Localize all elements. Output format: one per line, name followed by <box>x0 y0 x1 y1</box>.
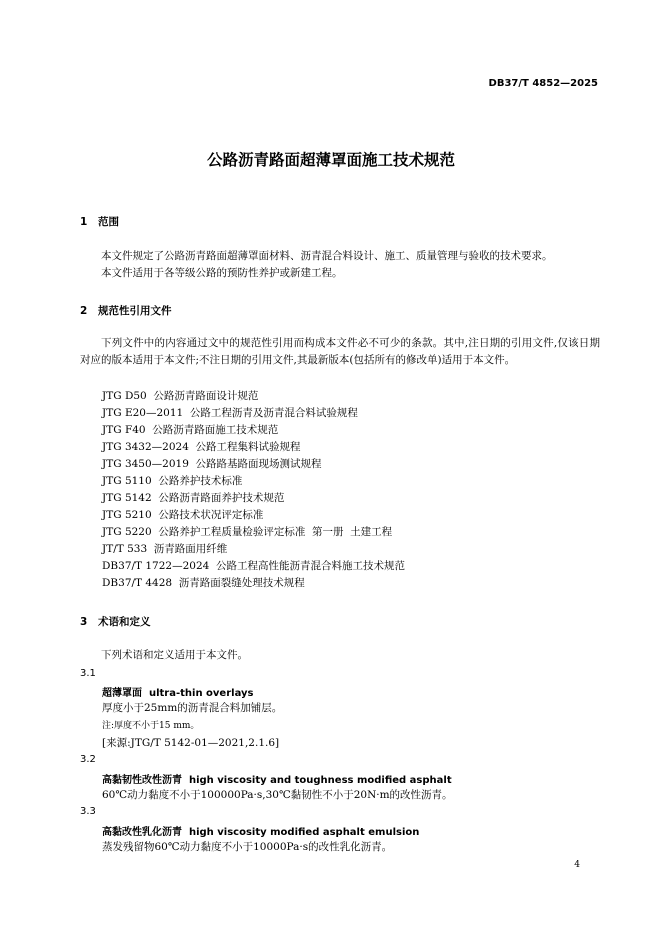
reference-item: DB37/T 1722—2024 公路工程高性能沥青混合料施工技术规范 <box>102 560 405 572</box>
section-title: 规范性引用文件 <box>98 305 172 317</box>
term-title: 超薄罩面 ultra-thin overlays <box>102 688 254 699</box>
reference-item: JTG F40 公路沥青路面施工技术规范 <box>102 424 279 436</box>
reference-item: JTG D50 公路沥青路面设计规范 <box>102 390 259 402</box>
scope-paragraph: 本文件适用于各等级公路的预防性养护或新建工程。 <box>101 267 343 279</box>
term-title: 高黏韧性改性沥青 high viscosity and toughness modified asphalt <box>102 775 452 786</box>
term-note: 注:厚度不小于15 mm。 <box>102 721 200 731</box>
reference-item: JTG 5220 公路养护工程质量检验评定标准 第一册 土建工程 <box>102 526 393 538</box>
term-source: [来源:JTG/T 5142-01—2021,2.1.6] <box>102 737 280 749</box>
references-intro-paragraph: 下列文件中的内容通过文中的规范性引用而构成本文件必不可少的条款。其中,注日期的引用文件,仅该日期对应的版本适用于本文件;不注日期的引用文件,其最新版本(包括所有的修改单)适用于本文件。 <box>80 337 600 366</box>
section-number: 2 <box>80 305 88 317</box>
term-number: 3.3 <box>80 806 96 817</box>
section-number: 3 <box>80 616 88 628</box>
reference-item: JT/T 533 沥青路面用纤维 <box>102 543 228 555</box>
reference-item: JTG E20—2011 公路工程沥青及沥青混合料试验规程 <box>102 407 358 419</box>
reference-item: DB37/T 4428 沥青路面裂缝处理技术规程 <box>102 577 305 589</box>
section-title: 术语和定义 <box>98 616 151 628</box>
terms-intro-paragraph: 下列术语和定义适用于本文件。 <box>101 649 248 661</box>
scope-paragraph: 本文件规定了公路沥青路面超薄罩面材料、沥青混合料设计、施工、质量管理与验收的技术要求。 <box>101 250 553 262</box>
term-number: 3.2 <box>80 754 96 765</box>
page-number: 4 <box>574 860 580 870</box>
section-heading-terms-definitions <box>80 614 151 629</box>
reference-item: JTG 3450—2019 公路路基路面现场测试规程 <box>102 458 322 470</box>
reference-item: JTG 5110 公路养护技术标准 <box>102 475 243 487</box>
section-heading-scope <box>80 214 119 229</box>
term-title: 高黏改性乳化沥青 high viscosity modified asphalt emulsion <box>102 827 420 838</box>
page-title: 公路沥青路面超薄罩面施工技术规范 <box>206 151 455 169</box>
section-title: 范围 <box>98 216 119 228</box>
term-definition: 蒸发残留物60℃动力黏度不小于10000Pa·s的改性乳化沥青。 <box>102 841 393 853</box>
section-heading-normative-references <box>80 303 172 318</box>
document-code: DB37/T 4852—2025 <box>488 78 598 89</box>
section-number: 1 <box>80 216 88 228</box>
term-definition: 60℃动力黏度不小于100000Pa·s,30℃黏韧性不小于20N·m的改性沥青。 <box>102 789 453 801</box>
reference-item: JTG 5210 公路技术状况评定标准 <box>102 509 264 521</box>
term-definition: 厚度小于25mm的沥青混合料加铺层。 <box>102 702 283 714</box>
reference-item: JTG 5142 公路沥青路面养护技术规范 <box>102 492 285 504</box>
term-number: 3.1 <box>80 668 96 679</box>
reference-item: JTG 3432—2024 公路工程集料试验规程 <box>102 441 301 453</box>
